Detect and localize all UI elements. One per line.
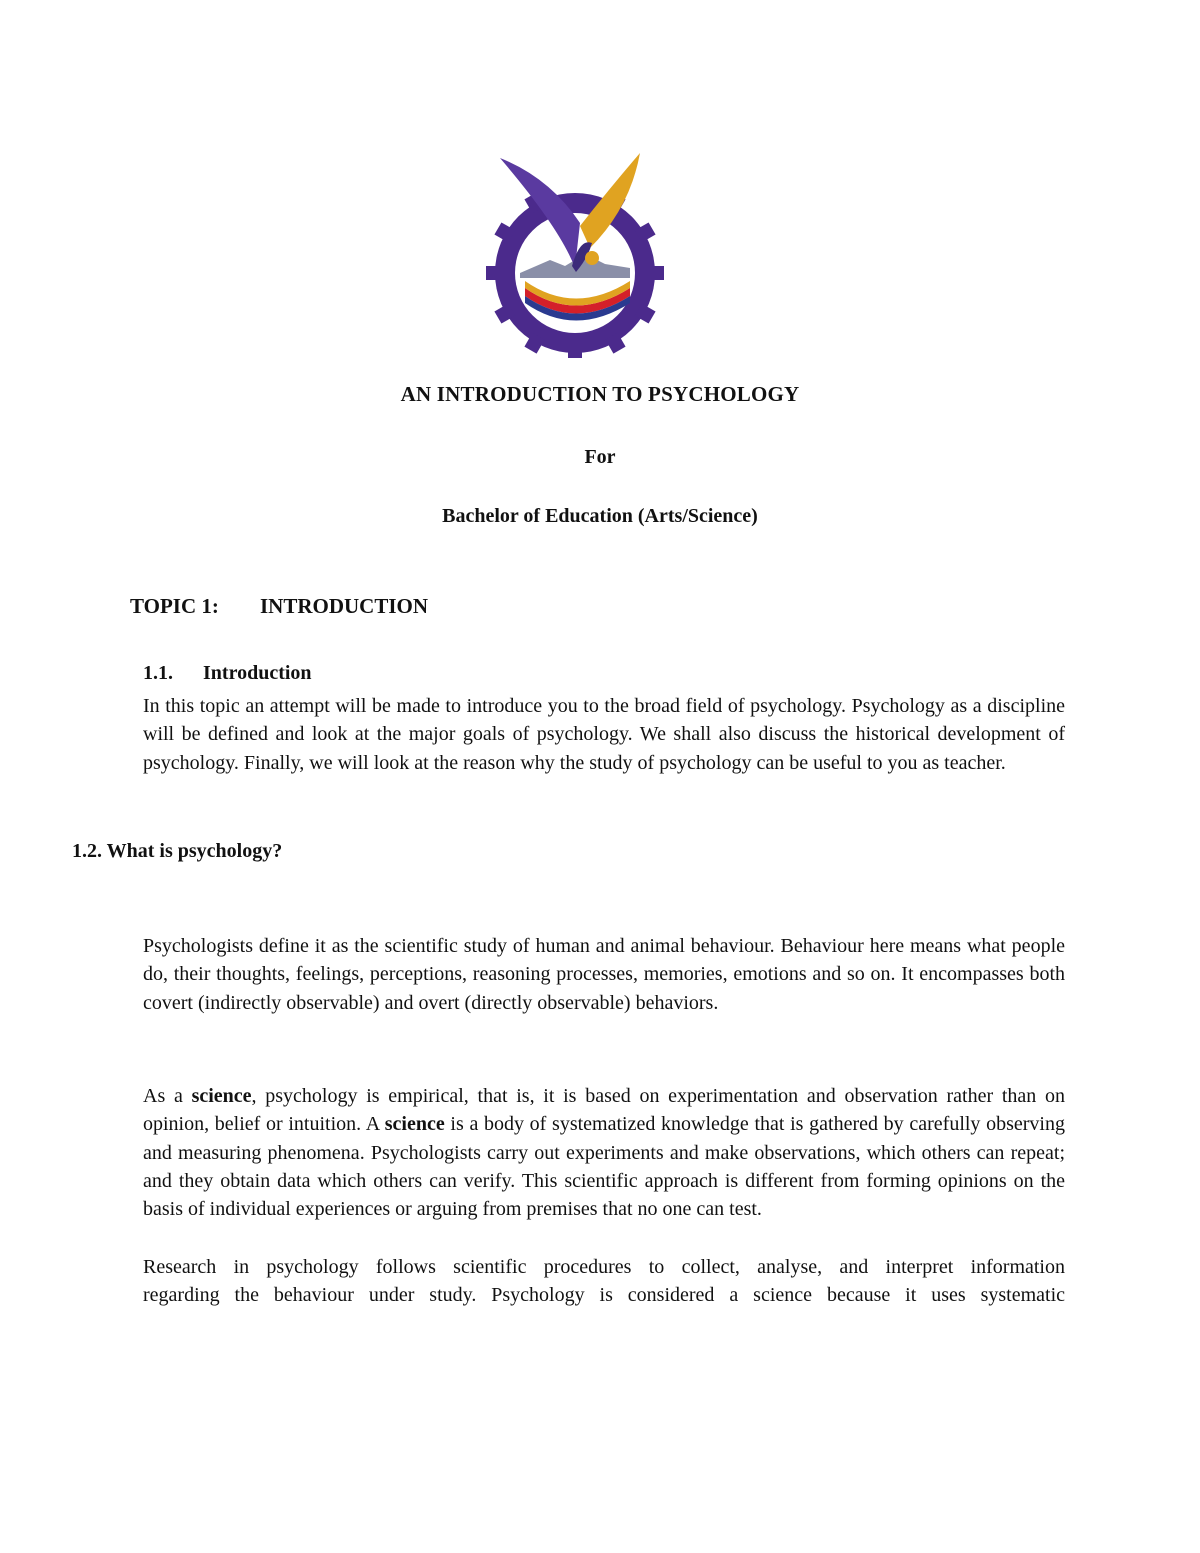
science-text-part: is a body of systematized knowledge that is gathered by carefully observing and measuring phenomena. Psychologists carry out experiments and make observations, which others can repeat; and they obtain data which others can verify. This scientific approach is different from forming opinions on the basis of individual experiences or arguing from premises that no one can test. (143, 1113, 1065, 1221)
research-line: regarding the behaviour under study. Psychology is considered a science because it uses systematic (143, 1284, 1065, 1307)
definition-paragraph: Psychologists define it as the scientific study of human and animal behaviour. Behaviour here means what people do, their thoughts, feelings, perceptions, reasoning processes, memories, emotions and so on. It encompasses both covert (indirectly observable) and overt (directly observable) behaviors. (143, 935, 1065, 1014)
research-line: Research in psychology follows scientific procedures to collect, analyse, and interpret information (143, 1256, 1065, 1278)
intro-paragraph: In this topic an attempt will be made to introduce you to the broad field of psychology. Psychology as a discipline will be defined and look at the major goals of psychology. We shall also discuss the historical development of psychology. Finally, we will look at the reason why the study of psychology can be useful to you as teacher. (143, 695, 1065, 774)
university-logo (480, 148, 670, 358)
topic-heading (130, 594, 428, 619)
university-seal-icon (480, 148, 670, 358)
research-paragraph (143, 1253, 1065, 1310)
section-1-2-heading: 1.2. What is psychology? (72, 840, 283, 862)
topic-title: INTRODUCTION (260, 594, 429, 618)
science-text-part: As a (143, 1085, 192, 1107)
document-title: AN INTRODUCTION TO PSYCHOLOGY (400, 382, 800, 406)
document-degree: Bachelor of Education (Arts/Science) (442, 505, 758, 527)
topic-number: TOPIC 1: (130, 594, 219, 618)
document-for-label: For (584, 446, 616, 468)
science-term: science (384, 1113, 445, 1136)
section-1-1-title: Introduction (203, 662, 312, 684)
science-term: science (191, 1085, 252, 1107)
section-1-1-heading (143, 662, 312, 685)
science-text-part: , psychology is empirical, that is, it is based on experimentation and observation rather than on opinion, belief or intuition. A (143, 1085, 1065, 1136)
section-1-1-number: 1.1. (143, 662, 173, 684)
science-paragraph (143, 1082, 1065, 1223)
